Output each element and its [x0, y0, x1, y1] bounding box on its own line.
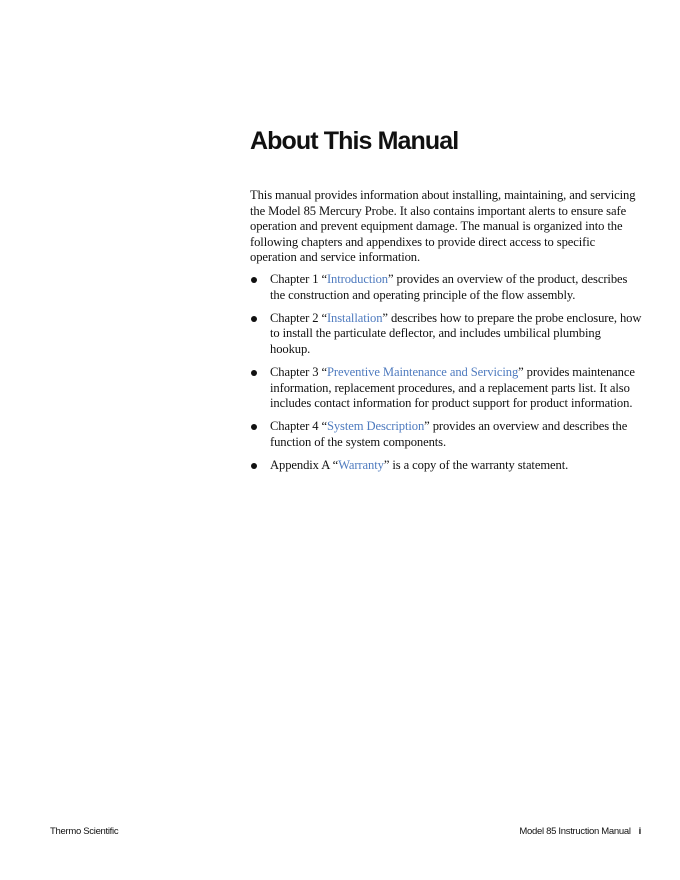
chapter-prefix: Chapter 4 “ [270, 419, 327, 434]
list-item-chapter-2 [250, 311, 643, 358]
chapter-description: ” is a copy of the warranty statement. [383, 457, 569, 472]
chapter-prefix: Chapter 1 “ [270, 271, 327, 286]
chapter-prefix: Appendix A “ [270, 457, 339, 472]
preventive-maintenance-link[interactable]: Preventive Maintenance and Servicing [326, 364, 519, 379]
intro-paragraph: This manual provides information about installing, maintaining, and servicing the Model 85 Mercury Probe. It also contains important alerts to ensure safe operation and prevent equipment damage. The manual is organized into the following chapters and appendixes to provide direct access to specific operation and service information. [250, 188, 636, 265]
installation-link[interactable]: Installation [326, 310, 383, 325]
chapter-description: ” provides an overview and describes the function of the system components. [270, 419, 628, 449]
introduction-link[interactable]: Introduction [326, 271, 389, 286]
chapter-prefix: Chapter 2 “ [270, 310, 327, 325]
bullet-icon [251, 277, 257, 283]
chapter-description: ” provides an overview of the product, describes the construction and operating principle of the flow assembly. [270, 271, 628, 302]
warranty-link[interactable]: Warranty [338, 457, 384, 472]
list-item-chapter-3 [250, 365, 643, 412]
list-item-chapter-1 [250, 272, 643, 303]
bullet-icon [251, 316, 257, 322]
chapter-prefix: Chapter 3 “ [270, 364, 327, 379]
chapter-list [250, 272, 643, 474]
chapter-description: ” provides maintenance information, replacement procedures, and a replacement parts list. It also includes contact information for product support for product information. [270, 364, 635, 411]
bullet-icon [251, 424, 257, 430]
bullet-icon [251, 463, 257, 469]
footer-company: Thermo Scientific [50, 826, 119, 837]
bullet-icon [251, 370, 257, 376]
chapter-description: ” describes how to prepare the probe enclosure, how to install the particulate deflector, and includes umbilical plumbing hookup. [270, 310, 642, 356]
page-title: About This Manual [250, 127, 459, 155]
footer-manual-info [519, 826, 641, 837]
page-number: i [638, 826, 641, 837]
list-item-chapter-4 [250, 419, 643, 450]
list-item-appendix-a [250, 458, 643, 474]
footer-manual-title: Model 85 Instruction Manual [519, 826, 631, 837]
system-description-link[interactable]: System Description [326, 419, 425, 434]
manual-overview [250, 188, 643, 481]
